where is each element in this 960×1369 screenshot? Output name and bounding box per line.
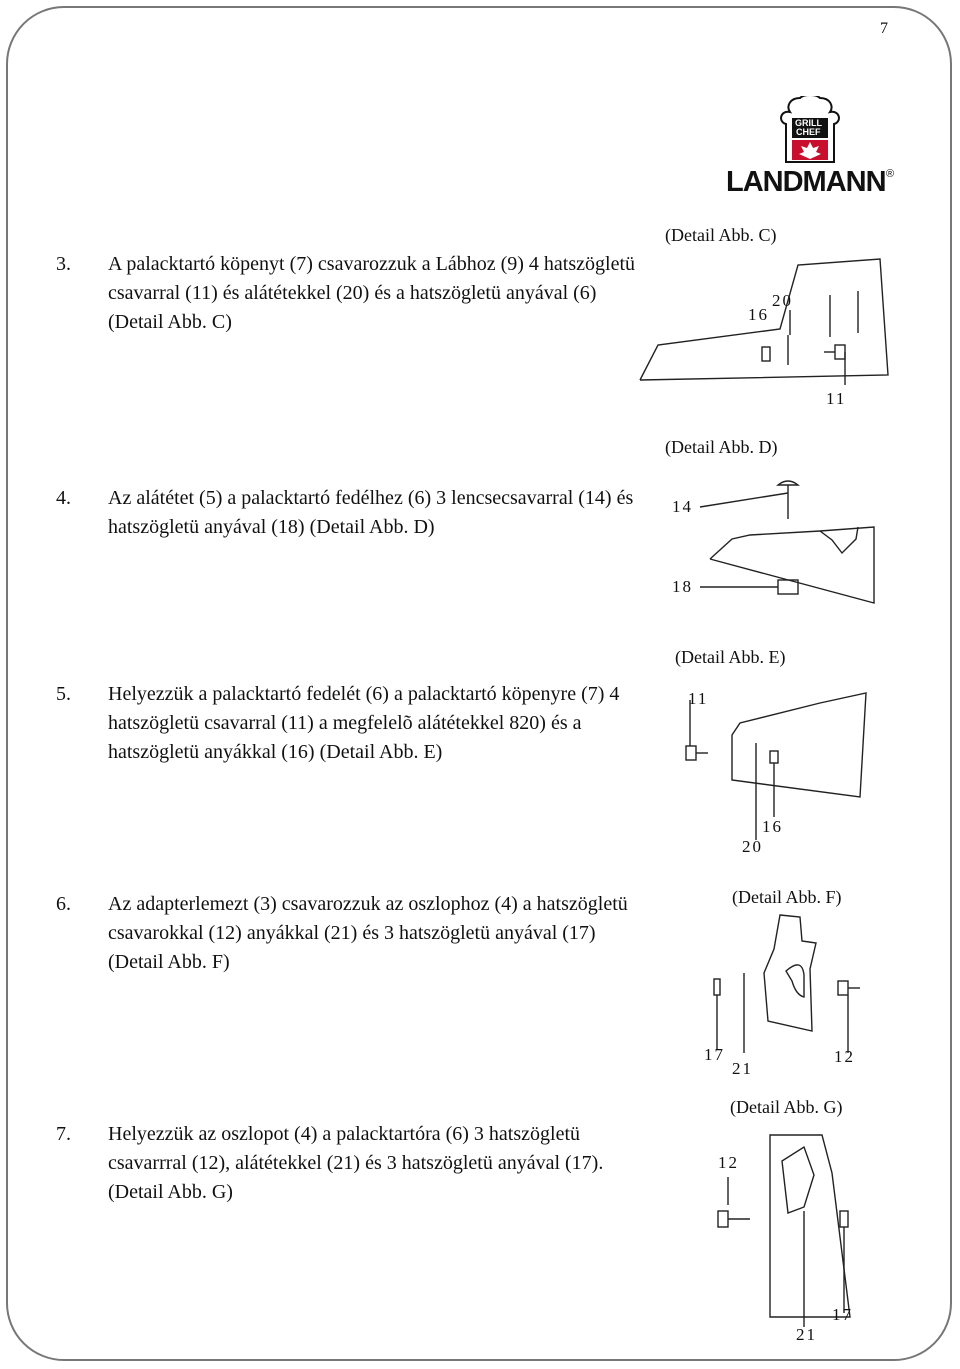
step-text: Az adapterlemezt (3) csavarozzuk az oszlophoz (4) a hatszögletü csavarokkal (12) anyákkal (21) és 3 hatszögletü anyával (17) (Detail Abb. F)	[108, 893, 628, 973]
detail-g-drawing	[700, 1095, 900, 1350]
part-label: 16	[762, 817, 783, 836]
badge-text-line1: GRILL	[795, 118, 822, 128]
step-text: Helyezzük az oszlopot (4) a palacktartóra (6) 3 hatszögletü csavarrral (12), alátétekkel (21) és 3 hatszögletü anyával (17). (Detail Abb. G)	[108, 1123, 604, 1203]
step-number: 3.	[56, 253, 71, 275]
step-number: 4.	[56, 487, 71, 509]
part-label: 21	[732, 1059, 753, 1078]
detail-f-figure	[700, 885, 900, 1080]
step-text: Helyezzük a palacktartó fedelét (6) a palacktartó köpenyre (7) 4 hatszögletü csavarral (11) a megfelelõ alátétekkel 820) és a hatszögletü anyákkal (16) (Detail Abb. E)	[108, 683, 620, 763]
part-label: 12	[718, 1153, 739, 1172]
step-text: A palacktartó köpenyt (7) csavarozzuk a Lábhoz (9) 4 hatszögletü csavarral (11) és alátétekkel (20) és a hatszögletü anyával (6) (Detail Abb. C)	[108, 253, 636, 333]
detail-e-figure	[670, 645, 890, 860]
step-5	[56, 680, 636, 767]
registered-mark: ®	[886, 168, 895, 180]
detail-c-figure	[630, 225, 900, 415]
part-label: 18	[672, 577, 693, 596]
landmann-logo	[720, 96, 900, 196]
part-label: 12	[834, 1047, 855, 1066]
detail-d-drawing	[660, 435, 890, 610]
part-label: 16	[748, 305, 769, 324]
detail-caption: (Detail Abb. C)	[665, 225, 777, 245]
part-label: 14	[672, 497, 693, 516]
step-number: 6.	[56, 893, 71, 915]
step-7	[56, 1120, 636, 1207]
step-3	[56, 250, 636, 337]
step-number: 7.	[56, 1123, 71, 1145]
detail-caption: (Detail Abb. D)	[665, 437, 778, 457]
part-label: 11	[826, 389, 847, 408]
part-label: 21	[796, 1325, 817, 1344]
part-label: 17	[832, 1305, 853, 1324]
part-label: 11	[688, 689, 709, 708]
detail-caption: (Detail Abb. G)	[730, 1097, 843, 1117]
step-text: Az alátétet (5) a palacktartó fedélhez (6) 3 lencsecsavarral (14) és hatszögletü anyával (18) (Detail Abb. D)	[108, 487, 634, 538]
step-4	[56, 484, 636, 542]
part-label: 20	[772, 291, 793, 310]
step-number: 5.	[56, 683, 71, 705]
detail-caption: (Detail Abb. E)	[675, 647, 786, 667]
part-label: 20	[742, 837, 763, 856]
badge-text-line2: CHEF	[796, 127, 821, 137]
page-number: 7	[880, 20, 888, 37]
step-6	[56, 890, 636, 977]
detail-g-figure	[700, 1095, 900, 1350]
detail-f-drawing	[700, 885, 900, 1080]
detail-d-figure	[660, 435, 890, 610]
brand-name: LANDMANN	[726, 166, 886, 198]
part-label: 17	[704, 1045, 725, 1064]
detail-caption: (Detail Abb. F)	[732, 887, 842, 907]
